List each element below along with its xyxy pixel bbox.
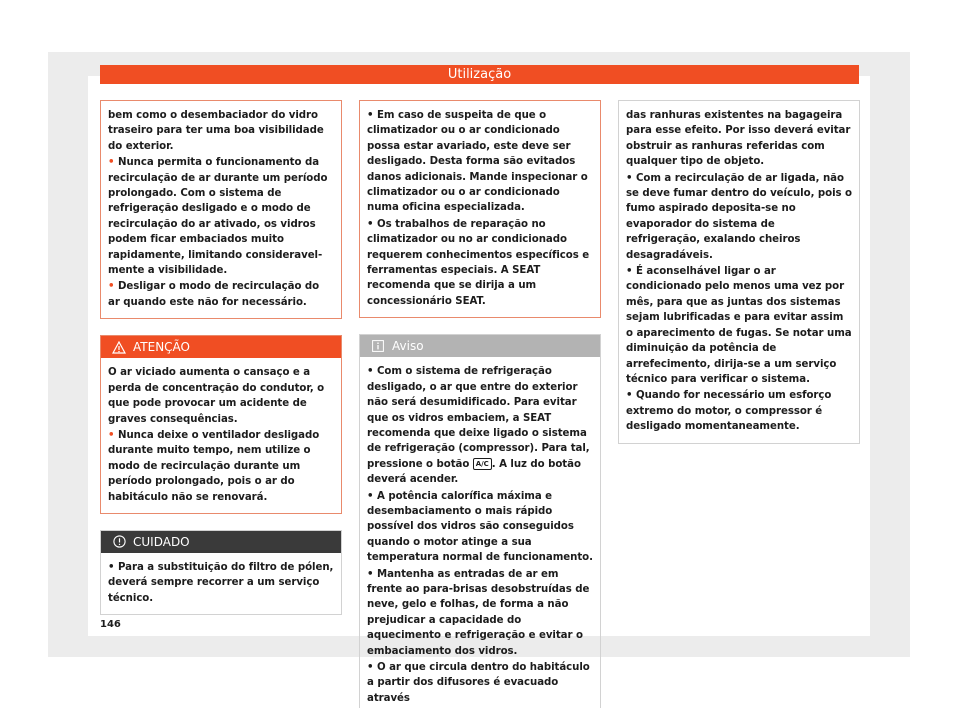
list-item: • Em caso de suspeita de que o climatizador ou o ar condicionado possa estar avariado, este deve ser desligado. Desta forma são evitados danos adicionais. Mande inspecionar o climatizador ou o ar condicionado numa oficina especializada. bbox=[367, 110, 588, 214]
bullet-icon: • bbox=[108, 157, 115, 169]
aviso-body bbox=[360, 357, 600, 708]
bullet-icon: • bbox=[626, 390, 633, 402]
column-3 bbox=[618, 100, 860, 444]
list-item: • Desligar o modo de recirculação do ar quando este não for necessário. bbox=[108, 281, 320, 308]
bullet-icon: • bbox=[367, 366, 374, 378]
info-icon bbox=[370, 338, 386, 354]
list-item: • Nunca deixe o ventilador desligado durante muito tempo, nem utilize o modo de recirculação durante um período prolongado, pois o ar do habitáculo não se renovará. bbox=[108, 429, 320, 503]
bullet-icon: • bbox=[367, 218, 374, 230]
continuation-box bbox=[359, 100, 601, 318]
bullet-icon: • bbox=[367, 568, 374, 580]
bullet-icon: • bbox=[367, 490, 374, 502]
ac-button-icon: A/C bbox=[473, 458, 492, 470]
bullet-icon: • bbox=[367, 662, 374, 673]
exclamation-circle-icon bbox=[111, 534, 127, 550]
atencao-header bbox=[101, 336, 341, 358]
intro-text: das ranhuras existentes na bagageira para esse efeito. Por isso deverá evitar obstruir as ranhuras referidas com qualquer tipo de objeto. bbox=[626, 110, 851, 168]
bullet-icon: • bbox=[626, 172, 633, 184]
continuation-box bbox=[100, 100, 342, 319]
bullet-icon: • bbox=[367, 110, 374, 121]
atencao-panel bbox=[100, 335, 342, 514]
page-number: 146 bbox=[100, 619, 121, 630]
warning-triangle-icon bbox=[111, 339, 127, 355]
intro-text: bem como o desembaciador do vidro traseiro para ter uma boa visibilidade do exterior. bbox=[108, 110, 324, 152]
list-item: • A potência calorífica máxima e desembaciamento o mais rápido possível dos vidros são conseguidos quando o motor atinge a sua temperatura normal de funcionamento. bbox=[367, 490, 593, 564]
aviso-title: Aviso bbox=[392, 339, 424, 354]
atencao-intro: O ar viciado aumenta o cansaço e a perda de concentração do condutor, o que pode provocar um acidente de graves consequências. bbox=[108, 367, 325, 425]
continuation-box bbox=[618, 100, 860, 444]
bullet-icon: • bbox=[108, 429, 115, 441]
list-item: • Nunca permita o funcionamento da recirculação de ar durante um período prolongado. Com o sistema de refrigeração desligado e o modo de recirculação do ar ativado, os vidros podem ficar embaciados muito rapidamente, limitando consideravelmente a visibilidade. bbox=[108, 157, 328, 277]
column-2 bbox=[359, 100, 601, 708]
atencao-title: ATENÇÃO bbox=[133, 340, 190, 355]
list-item: • É aconselhável ligar o ar condicionado pelo menos uma vez por mês, para que as juntas dos sistemas sejam lubrificadas e para evitar assim o aparecimento de fugas. Se notar uma diminuição da potência de arrefecimento, dirija-se a um serviço técnico para verificar o sistema. bbox=[626, 266, 852, 385]
cuidado-body bbox=[101, 553, 341, 614]
list-item: • Com a recirculação de ar ligada, não se deve fumar dentro do veículo, pois o fumo aspirado deposita-se no evaporador do sistema de refrigeração, exalando cheiros desagradáveis. bbox=[626, 172, 852, 261]
list-item: • Os trabalhos de reparação no climatizador ou no ar condicionado requerem conhecimentos específicos e ferramentas especiais. A SEAT recomenda que se dirija a um concessionário SEAT. bbox=[367, 218, 590, 307]
atencao-body bbox=[101, 358, 341, 513]
list-item: • Mantenha as entradas de ar em frente ao para-brisas desobstruídas de neve, gelo e folhas, de forma a não prejudicar a capacidade do aquecimento e refrigeração e evitar o embaciamento dos vidros. bbox=[367, 568, 590, 657]
bullet-icon: • bbox=[626, 266, 633, 278]
section-header: Utilização bbox=[100, 65, 859, 84]
list-item: • Quando for necessário um esforço extremo do motor, o compressor é desligado momentaneamente. bbox=[626, 390, 832, 433]
bullet-icon: • bbox=[108, 561, 115, 573]
cuidado-panel bbox=[100, 530, 342, 615]
aviso-header bbox=[360, 335, 600, 357]
bullet-icon: • bbox=[108, 281, 115, 293]
list-item: • Com o sistema de refrigeração desligado, o ar que entre do exterior não será desumidificado. Para evitar que os vidros embaciem, a SEAT recomenda que deixe ligado o sistema de refrigeração (compressor). Para tal, pressione o botão A/C . A luz do botão deverá acender. bbox=[367, 366, 590, 486]
cuidado-header bbox=[101, 531, 341, 553]
list-item: • Para a substituição do filtro de pólen, deverá sempre recorrer a um serviço técnico. bbox=[108, 561, 334, 604]
cuidado-title: CUIDADO bbox=[133, 534, 190, 549]
aviso-panel bbox=[359, 334, 601, 708]
column-1 bbox=[100, 100, 342, 615]
list-item: • O ar que circula dentro do habitáculo a partir dos difusores é evacuado através bbox=[367, 662, 590, 704]
